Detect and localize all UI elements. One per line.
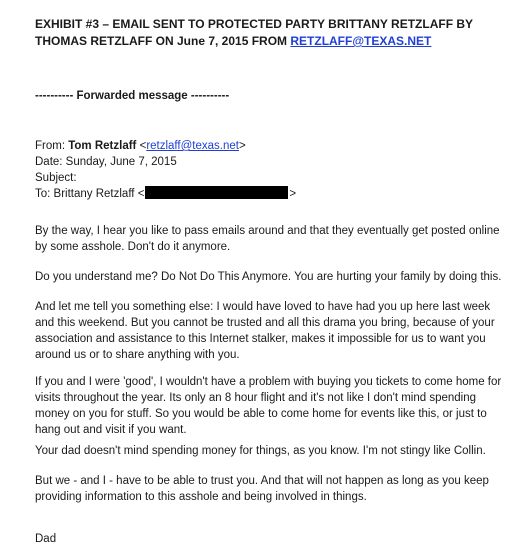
message-paragraph: Do you understand me? Do Not Do This Anymore. You are hurting your family by doing this.	[35, 271, 502, 283]
sender-name: Tom Retzlaff	[68, 140, 137, 152]
from-label: From:	[35, 140, 69, 152]
sender-email-link[interactable]: retzlaff@texas.net	[146, 140, 239, 152]
to-row	[35, 186, 296, 202]
subject-row: Subject:	[35, 172, 77, 184]
signature: Dad	[35, 533, 57, 545]
message-paragraph: By the way, I hear you like to pass emails around and that they eventually get posted online by some asshole. Don't do it anymore.	[35, 225, 500, 253]
message-paragraph: And let me tell you something else: I would have loved to have had you up here last week and this weekend. But you cannot be trusted and all this drama you bring, because of your association and assistance to this Internet stalker, makes it impossible for us to want you around us or to share anything with you.	[35, 301, 495, 361]
from-close-bracket: >	[238, 140, 246, 152]
to-prefix: To: Brittany Retzlaff <	[35, 188, 145, 200]
from-open-bracket: <	[136, 140, 147, 152]
exhibit-title-text: EXHIBIT #3 – EMAIL SENT TO PROTECTED PARTY BRITTANY RETZLAFF BY THOMAS RETZLAFF ON June 7, 2015 FROM	[35, 17, 473, 48]
forwarded-message-divider: ---------- Forwarded message ----------	[35, 90, 230, 102]
date-row: Date: Sunday, June 7, 2015	[35, 156, 177, 168]
message-paragraph: But we - and I - have to be able to trust you. And that will not happen as long as you keep providing information to this asshole and being involved in things.	[35, 475, 489, 503]
exhibit-title	[35, 16, 525, 50]
to-close-bracket: >	[289, 188, 297, 200]
exhibit-sender-email-link[interactable]: RETZLAFF@TEXAS.NET	[290, 34, 432, 48]
redaction-bar	[145, 186, 288, 199]
message-paragraph: Your dad doesn't mind spending money for things, as you know. I'm not stingy like Collin.	[35, 445, 486, 457]
email-headers	[35, 138, 296, 202]
message-paragraph: If you and I were 'good', I wouldn't have a problem with buying you tickets to come home for visits throughout the year. Its only an 8 hour flight and it's not like I don't mind spending money on you for stuff. So you would be able to come home for events like this, or just to hang out and visit if you want.	[35, 376, 502, 436]
from-row	[35, 138, 296, 154]
